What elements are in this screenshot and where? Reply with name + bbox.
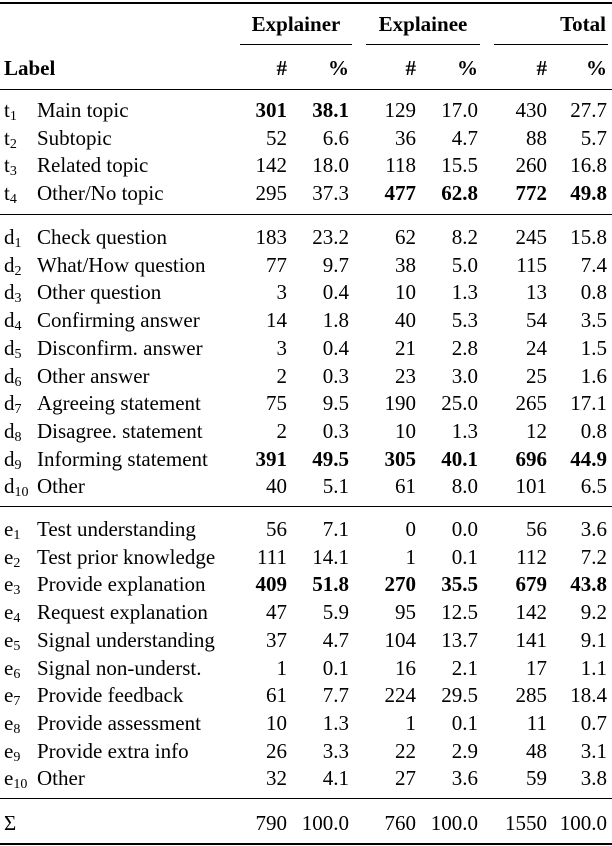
- label-code: $e_{10}$: [4, 766, 28, 793]
- explanation-move-row-label: [4, 599, 208, 625]
- cell-explainer-count: 75: [266, 391, 287, 416]
- label-text: Other: [37, 474, 85, 499]
- cell-total-count: 54: [526, 308, 547, 333]
- cell-total-percent: 0.8: [580, 280, 607, 305]
- header-explainer: Explainer: [251, 12, 341, 36]
- cell-total-percent: 9.2: [580, 600, 607, 625]
- cell-explainer-percent: 51.8: [312, 572, 349, 597]
- label-code: $d_9$: [4, 446, 22, 473]
- cell-total-count: 115: [516, 252, 547, 277]
- label-code: $e_1$: [4, 517, 21, 543]
- cell-explainee-count: 10: [395, 280, 416, 305]
- cell-total-percent: 6.5: [580, 474, 607, 499]
- label-code: $d_7$: [4, 391, 22, 418]
- topic-row-label: [4, 97, 129, 123]
- cell-total-count: 13: [526, 280, 547, 305]
- total-value: 790: [255, 811, 287, 835]
- explanation-move-row-label: [4, 655, 201, 681]
- label-code: $e_2$: [4, 544, 21, 571]
- cell-explainee-count: 16: [395, 655, 416, 680]
- cell-total-percent: 0.7: [580, 710, 607, 735]
- cell-explainer-percent: 4.1: [322, 766, 349, 791]
- header-label: Label: [4, 56, 56, 80]
- cell-explainee-percent: 1.3: [451, 418, 478, 443]
- label-text: Check question: [37, 225, 168, 249]
- label-code: $e_9$: [4, 738, 21, 765]
- cell-explainee-count: 477: [384, 181, 416, 206]
- section-rule-2: [0, 506, 612, 507]
- cell-explainee-count: 36: [395, 125, 416, 150]
- cell-explainee-count: 62: [395, 225, 416, 249]
- cell-explainer-count: 295: [255, 181, 287, 206]
- label-text: Other: [37, 766, 85, 791]
- explanation-move-row-label: [4, 710, 201, 736]
- cell-explainee-count: 305: [384, 446, 416, 471]
- group-underline-explainee: [366, 44, 480, 45]
- label-code: $d_2$: [4, 252, 22, 279]
- explanation-move-row-label: [4, 738, 189, 764]
- cell-total-percent: 49.8: [570, 181, 607, 206]
- cell-explainee-percent: 8.0: [451, 474, 478, 499]
- header-rule: [0, 89, 612, 90]
- header-explainee: Explainee: [378, 12, 468, 36]
- header-count-explainer: #: [276, 56, 287, 80]
- dialogue-act-row-label: [4, 252, 206, 278]
- label-text: Disagree. statement: [37, 418, 203, 443]
- explanation-move-row-label: [4, 571, 206, 597]
- cell-explainer-count: 111: [257, 544, 287, 569]
- cell-explainee-percent: 0.1: [451, 710, 478, 735]
- label-code: $d_8$: [4, 418, 22, 445]
- cell-total-percent: 9.1: [580, 627, 607, 652]
- cell-total-percent: 1.6: [580, 363, 607, 388]
- cell-total-percent: 7.2: [580, 544, 607, 569]
- cell-explainee-percent: 3.0: [451, 363, 478, 388]
- cell-explainer-count: 37: [266, 627, 287, 652]
- cell-explainer-percent: 18.0: [312, 153, 349, 178]
- cell-explainer-percent: 0.1: [322, 655, 349, 680]
- group-underline-total: [494, 44, 608, 45]
- cell-explainee-percent: 8.2: [451, 225, 478, 249]
- label-text: Informing statement: [37, 446, 208, 471]
- cell-explainee-percent: 2.9: [451, 738, 478, 763]
- label-code: $t_1$: [4, 98, 17, 124]
- cell-explainee-count: 118: [385, 153, 416, 178]
- cell-explainee-count: 40: [395, 308, 416, 333]
- label-text: Request explanation: [37, 600, 208, 625]
- cell-explainee-count: 224: [384, 683, 416, 708]
- cell-explainer-count: 301: [255, 98, 287, 122]
- cell-explainer-count: 14: [266, 308, 287, 333]
- cell-explainer-percent: 0.4: [322, 280, 349, 305]
- dialogue-act-row-label: [4, 418, 203, 444]
- cell-total-count: 141: [515, 627, 547, 652]
- cell-total-count: 772: [515, 181, 547, 206]
- cell-explainee-count: 61: [395, 474, 416, 499]
- cell-explainer-percent: 0.4: [322, 335, 349, 360]
- cell-explainee-count: 22: [395, 738, 416, 763]
- cell-explainer-percent: 0.3: [322, 418, 349, 443]
- dialogue-act-row-label: [4, 307, 200, 333]
- cell-explainee-percent: 1.3: [451, 280, 478, 305]
- cell-total-count: 285: [515, 683, 547, 708]
- cell-explainer-count: 40: [266, 474, 287, 499]
- label-text: Provide explanation: [37, 572, 206, 597]
- cell-total-count: 56: [526, 517, 547, 541]
- label-text: Test understanding: [37, 517, 196, 541]
- total-value: 100.0: [430, 811, 478, 835]
- cell-explainee-count: 270: [384, 572, 416, 597]
- label-code: $t_3$: [4, 153, 17, 180]
- explanation-move-row-label: [4, 627, 215, 653]
- cell-explainer-percent: 7.7: [322, 683, 349, 708]
- cell-explainer-count: 183: [255, 225, 287, 249]
- label-text: Confirming answer: [37, 308, 200, 333]
- total-value: 100.0: [301, 811, 349, 835]
- cell-explainer-percent: 37.3: [312, 181, 349, 206]
- dialogue-act-row-label: [4, 473, 85, 499]
- cell-total-percent: 16.8: [570, 153, 607, 178]
- dialogue-act-row-label: [4, 363, 150, 389]
- cell-explainer-percent: 38.1: [312, 98, 349, 122]
- label-text: Provide feedback: [37, 683, 184, 708]
- cell-explainee-percent: 3.6: [451, 766, 478, 791]
- cell-explainee-percent: 2.8: [451, 335, 478, 360]
- cell-explainee-count: 38: [395, 252, 416, 277]
- cell-total-count: 101: [515, 474, 547, 499]
- cell-explainee-count: 104: [384, 627, 416, 652]
- explanation-move-row-label: [4, 544, 215, 570]
- topic-row-label: [4, 152, 148, 178]
- cell-total-count: 11: [526, 710, 547, 735]
- cell-total-count: 260: [515, 153, 547, 178]
- cell-total-percent: 3.8: [580, 766, 607, 791]
- label-code: $e_8$: [4, 710, 21, 737]
- cell-total-count: 59: [526, 766, 547, 791]
- label-text: Agreeing statement: [37, 391, 201, 416]
- cell-explainer-percent: 4.7: [322, 627, 349, 652]
- label-text: Other/No topic: [37, 181, 164, 206]
- header-percent-explainer: %: [328, 56, 349, 80]
- cell-total-percent: 3.1: [580, 738, 607, 763]
- top-rule: [0, 2, 612, 4]
- cell-total-percent: 3.6: [580, 517, 607, 541]
- cell-explainer-percent: 6.6: [322, 125, 349, 150]
- cell-explainer-count: 26: [266, 738, 287, 763]
- cell-explainee-percent: 15.5: [441, 153, 478, 178]
- cell-explainee-percent: 0.0: [451, 517, 478, 541]
- cell-explainer-count: 142: [255, 153, 287, 178]
- cell-explainee-percent: 62.8: [441, 181, 478, 206]
- cell-explainee-count: 95: [395, 600, 416, 625]
- cell-explainer-count: 61: [266, 683, 287, 708]
- label-code: $d_4$: [4, 308, 22, 335]
- cell-total-count: 142: [515, 600, 547, 625]
- cell-total-count: 696: [515, 446, 547, 471]
- cell-explainee-count: 190: [384, 391, 416, 416]
- label-code: $d_6$: [4, 363, 22, 390]
- label-code: $d_{10}$: [4, 474, 29, 501]
- dialogue-act-row-label: [4, 390, 201, 416]
- cell-explainer-count: 409: [255, 572, 287, 597]
- cell-explainer-percent: 23.2: [312, 225, 349, 249]
- label-text: Provide extra info: [37, 738, 189, 763]
- cell-explainee-percent: 4.7: [451, 125, 478, 150]
- bottom-rule: [0, 843, 612, 845]
- dialogue-act-row-label: [4, 335, 203, 361]
- cell-explainer-count: 391: [255, 446, 287, 471]
- cell-explainer-count: 1: [276, 655, 287, 680]
- cell-total-percent: 5.7: [580, 125, 607, 150]
- cell-explainee-count: 27: [395, 766, 416, 791]
- label-text: Signal non-underst.: [37, 655, 202, 680]
- cell-explainer-count: 2: [276, 363, 287, 388]
- explanation-move-row-label: [4, 765, 85, 791]
- cell-total-percent: 1.5: [580, 335, 607, 360]
- cell-explainee-percent: 12.5: [441, 600, 478, 625]
- total-symbol: Σ: [4, 811, 17, 835]
- cell-explainee-count: 1: [405, 544, 416, 569]
- cell-total-percent: 44.9: [570, 446, 607, 471]
- cell-total-percent: 27.7: [570, 98, 607, 122]
- label-text: Other answer: [37, 363, 150, 388]
- label-code: $t_2$: [4, 125, 17, 152]
- cell-explainee-percent: 17.0: [441, 98, 478, 122]
- cell-explainer-count: 56: [266, 517, 287, 541]
- cell-explainer-percent: 0.3: [322, 363, 349, 388]
- topic-row-label: [4, 125, 112, 151]
- cell-explainee-percent: 29.5: [441, 683, 478, 708]
- label-text: Main topic: [37, 98, 129, 122]
- cell-explainer-percent: 1.3: [322, 710, 349, 735]
- header-count-explainee: #: [405, 56, 416, 80]
- cell-explainee-count: 129: [384, 98, 416, 122]
- cell-explainer-percent: 14.1: [312, 544, 349, 569]
- cell-total-percent: 1.1: [580, 655, 607, 680]
- cell-explainer-percent: 9.7: [322, 252, 349, 277]
- dialogue-act-row-label: [4, 224, 167, 250]
- cell-explainee-count: 1: [405, 710, 416, 735]
- cell-total-count: 88: [526, 125, 547, 150]
- label-code: $e_5$: [4, 627, 21, 654]
- cell-explainee-percent: 40.1: [441, 446, 478, 471]
- cell-explainer-percent: 5.1: [322, 474, 349, 499]
- cell-total-count: 679: [515, 572, 547, 597]
- cell-explainer-count: 52: [266, 125, 287, 150]
- cell-total-percent: 7.4: [580, 252, 607, 277]
- cell-total-percent: 0.8: [580, 418, 607, 443]
- cell-explainee-count: 23: [395, 363, 416, 388]
- total-rule: [0, 798, 612, 799]
- label-code: $t_4$: [4, 181, 17, 208]
- cell-explainer-count: 2: [276, 418, 287, 443]
- cell-explainee-percent: 13.7: [441, 627, 478, 652]
- cell-explainer-count: 47: [266, 600, 287, 625]
- cell-explainer-count: 10: [266, 710, 287, 735]
- cell-explainee-percent: 0.1: [451, 544, 478, 569]
- cell-explainee-count: 10: [395, 418, 416, 443]
- cell-total-count: 12: [526, 418, 547, 443]
- cell-explainee-percent: 25.0: [441, 391, 478, 416]
- cell-total-percent: 43.8: [570, 572, 607, 597]
- label-code: $d_1$: [4, 225, 22, 251]
- cell-explainer-percent: 5.9: [322, 600, 349, 625]
- cell-total-percent: 15.8: [570, 225, 607, 249]
- cell-total-count: 430: [515, 98, 547, 122]
- total-value: 760: [384, 811, 416, 835]
- cell-explainee-count: 21: [395, 335, 416, 360]
- cell-total-count: 265: [515, 391, 547, 416]
- cell-total-count: 25: [526, 363, 547, 388]
- label-text: Other question: [37, 280, 162, 305]
- dialogue-act-row-label: [4, 446, 208, 472]
- total-value: 1550: [505, 811, 547, 835]
- cell-explainer-count: 32: [266, 766, 287, 791]
- cell-explainee-percent: 5.3: [451, 308, 478, 333]
- cell-total-percent: 3.5: [580, 308, 607, 333]
- cell-explainer-count: 3: [276, 280, 287, 305]
- cell-explainee-count: 0: [405, 517, 416, 541]
- total-value: 100.0: [559, 811, 607, 835]
- label-text: Provide assessment: [37, 710, 201, 735]
- cell-total-count: 245: [515, 225, 547, 249]
- cell-explainer-percent: 3.3: [322, 738, 349, 763]
- cell-total-percent: 17.1: [570, 391, 607, 416]
- label-code: $d_3$: [4, 280, 22, 307]
- cell-explainer-percent: 49.5: [312, 446, 349, 471]
- label-code: $e_6$: [4, 655, 21, 682]
- header-percent-total: %: [586, 56, 607, 80]
- cell-explainer-count: 3: [276, 335, 287, 360]
- dialogue-act-row-label: [4, 279, 161, 305]
- label-text: Disconfirm. answer: [37, 335, 203, 360]
- cell-total-count: 112: [516, 544, 547, 569]
- cell-explainee-percent: 35.5: [441, 572, 478, 597]
- cell-explainer-count: 77: [266, 252, 287, 277]
- explanation-move-row-label: [4, 516, 196, 542]
- cell-total-count: 24: [526, 335, 547, 360]
- cell-explainer-percent: 1.8: [322, 308, 349, 333]
- cell-explainee-percent: 5.0: [451, 252, 478, 277]
- section-rule-1: [0, 214, 612, 215]
- cell-explainee-percent: 2.1: [451, 655, 478, 680]
- header-count-total: #: [536, 56, 547, 80]
- label-text: Subtopic: [37, 125, 112, 150]
- cell-total-percent: 18.4: [570, 683, 607, 708]
- cell-total-count: 48: [526, 738, 547, 763]
- label-code: $d_5$: [4, 335, 22, 362]
- label-code: $e_3$: [4, 572, 21, 599]
- label-text: What/How question: [37, 252, 206, 277]
- label-text: Signal understanding: [37, 627, 215, 652]
- topic-row-label: [4, 180, 164, 206]
- label-code: $e_4$: [4, 600, 21, 627]
- label-text: Related topic: [37, 153, 149, 178]
- cell-explainer-percent: 7.1: [322, 517, 349, 541]
- group-underline-explainer: [240, 44, 352, 45]
- label-text: Test prior knowledge: [37, 544, 216, 569]
- label-code: $e_7$: [4, 683, 21, 710]
- header-percent-explainee: %: [457, 56, 478, 80]
- cell-explainer-percent: 9.5: [322, 391, 349, 416]
- header-total: Total: [560, 12, 606, 36]
- explanation-move-row-label: [4, 682, 183, 708]
- cell-total-count: 17: [526, 655, 547, 680]
